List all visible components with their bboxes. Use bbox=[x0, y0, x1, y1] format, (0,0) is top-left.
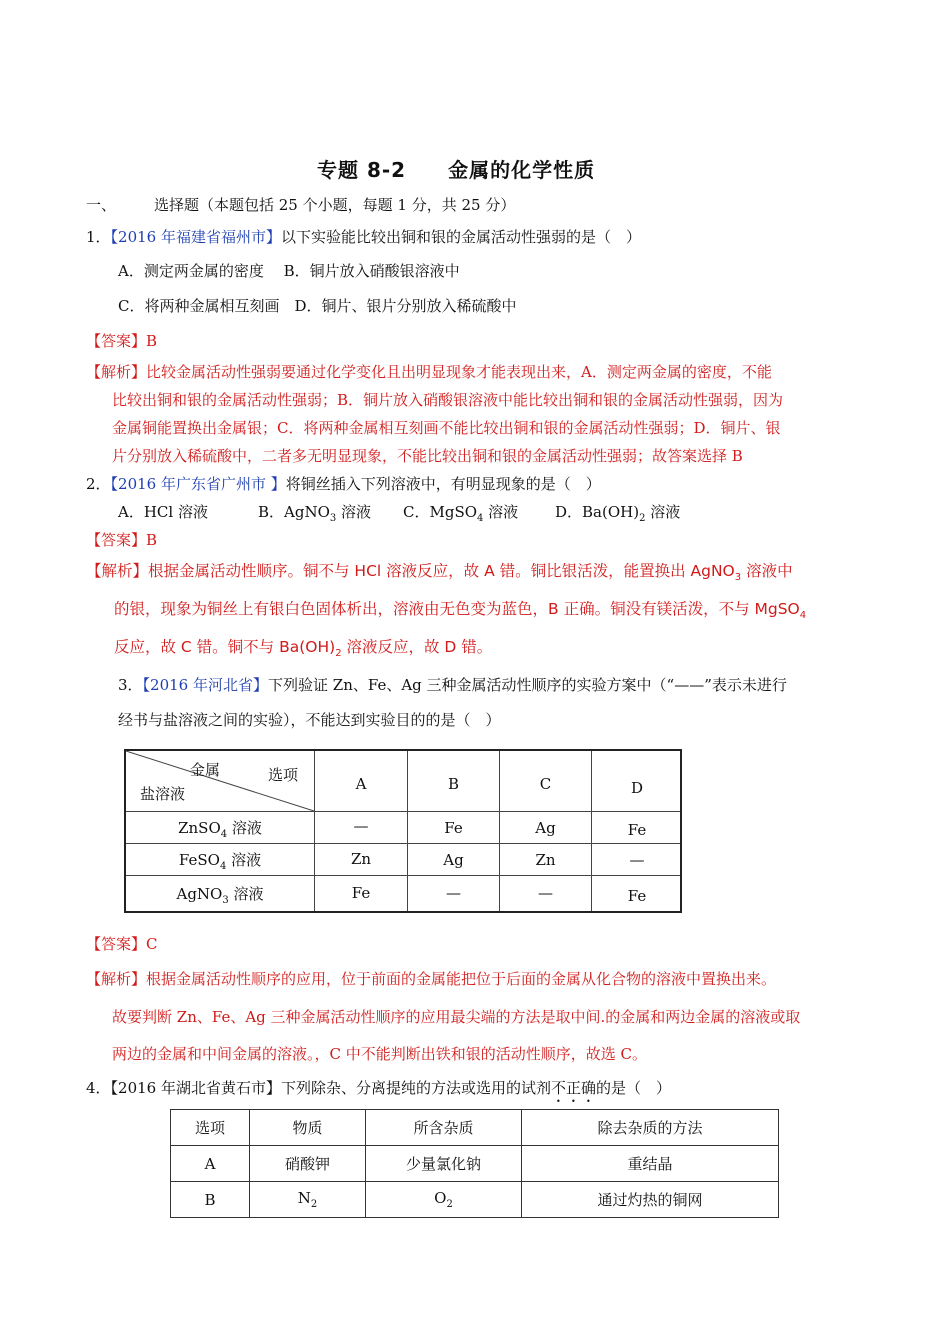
q2-option-c-suffix: 溶液 bbox=[483, 503, 519, 521]
q1-analysis-line-4: 片分别放入稀硫酸中，二者多无明显现象，不能比较出铜和银的金属活动性强弱；故答案选择 B bbox=[112, 447, 743, 465]
q2-analysis-3-sub: 2 bbox=[335, 648, 342, 660]
q2-analysis-1-sub: 3 bbox=[734, 572, 742, 584]
q3-row-label-suffix: 溶液 bbox=[228, 885, 264, 903]
q3-header-c: C bbox=[539, 775, 552, 793]
q1-options-cd: C．将两种金属相互刻画 D．铜片、银片分别放入稀硫酸中 bbox=[118, 297, 517, 315]
q3-cell: Fe bbox=[627, 887, 647, 905]
q4-formula-text: O bbox=[434, 1189, 447, 1207]
q2-option-b-text: B．AgNO bbox=[258, 503, 330, 521]
q3-header-b: B bbox=[447, 775, 460, 793]
q2-option-b bbox=[258, 501, 371, 530]
q4-formula-sub: 2 bbox=[310, 1199, 318, 1210]
q3-stem-1: 下列验证 Zn、Fe、Ag 三种金属活动性顺序的实验方案中（“——”表示未进行 bbox=[268, 676, 787, 694]
q4-stem-post: 的是（ ） bbox=[596, 1079, 672, 1097]
q1-stem: 以下实验能比较出铜和银的金属活动性强弱的是（ ） bbox=[281, 228, 642, 246]
q2-option-d bbox=[555, 501, 680, 530]
q3-row-label-text: ZnSO bbox=[178, 819, 221, 837]
q4-cell: A bbox=[171, 1146, 250, 1182]
q3-corner-solution: 盐溶液 bbox=[140, 785, 186, 803]
q2-analysis-line-2 bbox=[114, 597, 806, 621]
q3-header-a: A bbox=[355, 775, 367, 793]
q3-table bbox=[124, 749, 682, 913]
q3-table-hline bbox=[126, 843, 680, 844]
q4-header-method: 除去杂质的方法 bbox=[522, 1110, 779, 1146]
q3-row-label-text: FeSO bbox=[178, 851, 220, 869]
q2-source: 【2016 年广东省广州市 】 bbox=[110, 475, 286, 493]
q4-header-impurity: 所含杂质 bbox=[366, 1110, 522, 1146]
q4-formula-text: N bbox=[297, 1189, 311, 1207]
q4-formula-sub: 2 bbox=[446, 1199, 453, 1210]
q3-cell: Ag bbox=[443, 851, 464, 869]
table-row bbox=[171, 1182, 779, 1218]
table-row bbox=[171, 1110, 779, 1146]
q3-row-label bbox=[126, 883, 314, 906]
q2-analysis-line-3 bbox=[114, 635, 492, 659]
q3-cell: — bbox=[629, 851, 645, 869]
q3-analysis-line-1: 【解析】根据金属活动性顺序的应用，位于前面的金属能把位于后面的金属从化合物的溶液中置换出来。 bbox=[86, 970, 777, 988]
q3-row-label-sub: 3 bbox=[222, 895, 229, 906]
q3-cell: — bbox=[538, 884, 553, 902]
q2-stem-line bbox=[86, 473, 601, 495]
q3-corner-option: 选项 bbox=[268, 766, 299, 784]
q3-cell: — bbox=[353, 817, 369, 835]
q3-cell: — bbox=[446, 884, 461, 902]
q2-option-c bbox=[403, 501, 518, 530]
q3-row-label-sub: 4 bbox=[219, 861, 227, 872]
section-number: 一、 bbox=[86, 196, 117, 214]
q2-stem: 将铜丝插入下列溶液中，有明显现象的是（ ） bbox=[285, 475, 601, 493]
q2-option-c-sub: 4 bbox=[477, 513, 484, 524]
q2-analysis-1-suffix: 溶液中 bbox=[741, 562, 793, 580]
q2-option-b-suffix: 溶液 bbox=[336, 503, 372, 521]
q3-cell: Fe bbox=[627, 821, 647, 839]
q1-options-ab: A．测定两金属的密度 B．铜片放入硝酸银溶液中 bbox=[118, 262, 460, 280]
q4-stem-pre: 【2016 年湖北省黄石市】下列除杂、分离提纯的方法或选用的试剂 bbox=[110, 1079, 551, 1097]
q4-header-substance: 物质 bbox=[250, 1110, 366, 1146]
q4-cell: 重结晶 bbox=[522, 1146, 779, 1182]
q3-analysis-line-3: 两边的金属和中间金属的溶液。，C 中不能判断出铁和银的活动性顺序，故选 C。 bbox=[112, 1045, 647, 1063]
q4-header-option: 选项 bbox=[171, 1110, 250, 1146]
q2-option-d-text: D．Ba(OH) bbox=[555, 503, 640, 521]
q2-analysis-line-1 bbox=[86, 559, 793, 583]
q4-cell: B bbox=[171, 1182, 250, 1218]
q3-header-d: D bbox=[630, 779, 644, 797]
q3-cell: Ag bbox=[535, 819, 556, 837]
q3-analysis-line-2: 故要判断 Zn、Fe、Ag 三种金属活动性顺序的应用最尖端的方法是取中间.的金属和两边金属的溶液或取 bbox=[112, 1008, 801, 1026]
q3-row-label-text: AgNO bbox=[176, 885, 223, 903]
q4-table bbox=[170, 1109, 779, 1218]
q4-stem-emphasis: 不正确 bbox=[551, 1079, 597, 1097]
q2-analysis-3-suffix: 溶液反应，故 D 错。 bbox=[341, 638, 493, 656]
q3-cell: Zn bbox=[535, 851, 556, 869]
q2-analysis-2-sub: 4 bbox=[799, 610, 807, 622]
q2-option-a: A．HCl 溶液 bbox=[118, 503, 208, 521]
q3-row-label-sub: 4 bbox=[220, 829, 228, 840]
q2-option-d-suffix: 溶液 bbox=[645, 503, 681, 521]
q1-source: 【2016 年福建省福州市】 bbox=[110, 228, 281, 246]
q2-option-c-text: C．MgSO bbox=[403, 503, 478, 521]
q3-stem-line-2: 经书与盐溶液之间的实验），不能达到实验目的的是（ ） bbox=[118, 711, 501, 729]
q1-analysis-line-2: 比较出铜和银的金属活动性强弱；B．铜片放入硝酸银溶液中能比较出铜和银的金属活动性强弱，因为 bbox=[112, 391, 784, 409]
q1-analysis-line-3: 金属铜能置换出金属银；C．将两种金属相互刻画不能比较出铜和银的金属活动性强弱；D．铜片、银 bbox=[112, 419, 781, 437]
q4-number: 4． bbox=[86, 1079, 111, 1097]
q3-cell: Fe bbox=[444, 819, 463, 837]
q3-cell: Zn bbox=[350, 850, 372, 868]
q2-option-d-sub: 2 bbox=[639, 513, 646, 524]
q3-cell: Fe bbox=[351, 884, 371, 902]
q3-stem-line-1 bbox=[118, 674, 787, 696]
q3-number: 3． bbox=[118, 676, 143, 694]
q3-corner-metal: 金属 bbox=[190, 761, 221, 779]
q2-answer: 【答案】B bbox=[86, 531, 158, 549]
q4-cell: 通过灼热的铜网 bbox=[522, 1182, 779, 1218]
q2-number: 2． bbox=[86, 475, 111, 493]
q2-analysis-2-text: 的银，现象为铜丝上有银白色固体析出，溶液由无色变为蓝色，B 正确。铜没有镁活泼，不与 MgSO bbox=[114, 600, 800, 618]
q4-cell: 硝酸钾 bbox=[250, 1146, 366, 1182]
q3-source: 【2016 年河北省】 bbox=[142, 676, 268, 694]
page-title: 专题 8-2 金属的化学性质 bbox=[317, 158, 596, 182]
q3-row-label bbox=[126, 849, 314, 872]
q2-option-b-sub: 3 bbox=[329, 513, 337, 524]
q2-analysis-3-text: 反应，故 C 错。铜不与 Ba(OH) bbox=[114, 638, 336, 656]
q3-row-label-suffix: 溶液 bbox=[226, 851, 262, 869]
q1-number: 1． bbox=[86, 228, 111, 246]
q3-answer: 【答案】C bbox=[86, 935, 158, 953]
q3-row-label bbox=[126, 817, 314, 840]
q3-row-label-suffix: 溶液 bbox=[227, 819, 262, 837]
q2-analysis-1-text: 【解析】根据金属活动性顺序。铜不与 HCl 溶液反应，故 A 错。铜比银活泼，能置换出 AgNO bbox=[86, 562, 735, 580]
q1-analysis-line-1: 【解析】比较金属活动性强弱要通过化学变化且出明显现象才能表现出来，A．测定两金属的密度，不能 bbox=[86, 363, 772, 381]
q4-cell: 少量氯化钠 bbox=[366, 1146, 522, 1182]
q4-cell bbox=[366, 1182, 522, 1218]
q3-table-hline bbox=[126, 875, 680, 876]
q1-answer: 【答案】B bbox=[86, 332, 158, 350]
q1-stem-line bbox=[86, 226, 641, 248]
section-heading: 选择题（本题包括 25 个小题，每题 1 分，共 25 分） bbox=[154, 196, 516, 214]
table-row bbox=[171, 1146, 779, 1182]
q4-cell bbox=[250, 1182, 366, 1218]
q4-stem-line bbox=[86, 1077, 671, 1106]
